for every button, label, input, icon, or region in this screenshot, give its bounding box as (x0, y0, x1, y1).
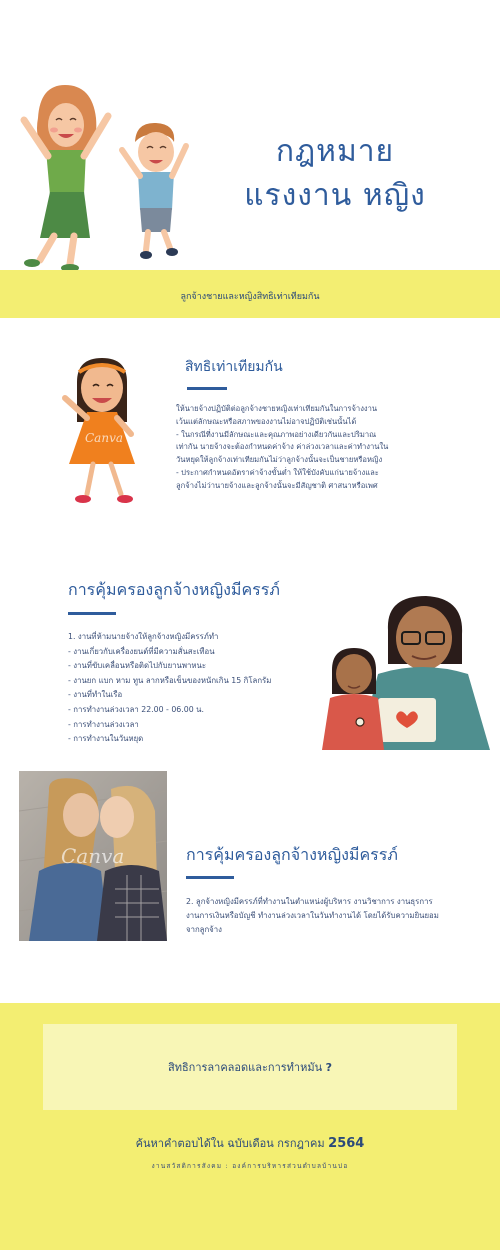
list-item: - การทำงานล่วงเวลา (68, 719, 139, 729)
mother-daughter-illustration (318, 590, 496, 752)
footer-question-mark: ? (325, 1061, 332, 1074)
footer-source-text: ค้นหาคำตอบได้ใน ฉบับเดือน กรกฎาคม (135, 1137, 325, 1150)
list-item: - การทำงานล่วงเวลา 22.00 - 06.00 น. (68, 704, 204, 714)
footer-question (43, 1058, 457, 1076)
footer-credit: งานสวัสดิการสังคม : องค์การบริหารส่วนตำบลบ้านบ่อ (151, 1162, 349, 1170)
footer-source (0, 1134, 500, 1152)
section3-divider (186, 876, 234, 879)
section2-heading: การคุ้มครองลูกจ้างหญิงมีครรภ์ (68, 580, 280, 599)
footer-question-text: สิทธิการลาคลอดและการทำหมัน (167, 1061, 323, 1074)
section1-divider (187, 387, 227, 390)
women-embrace-photo (19, 771, 167, 941)
footer-source-year: 2564 (328, 1136, 365, 1151)
title-line-1: กฎหมาย (275, 134, 395, 169)
section2-list (68, 630, 318, 747)
section2-divider (68, 612, 116, 615)
list-item: - งานเกี่ยวกับเครื่องยนต์ที่มีความสั่นสะเทือน (68, 646, 215, 656)
title-line-2: แรงงาน หญิง (244, 178, 426, 213)
image-watermark: Canva (85, 431, 123, 445)
image-watermark: Canva (61, 844, 125, 868)
list-item: - งานที่ขับเคลื่อนหรือติดไปกับยานพาหนะ (68, 661, 207, 671)
subtitle-band-text: ลูกจ้างชายและหญิงสิทธิเท่าเทียมกัน (180, 292, 320, 302)
section1-body: ให้นายจ้างปฏิบัติต่อลูกจ้างชายหญิงเท่าเทียมกันในการจ้างงาน เว้นแต่ลักษณะหรือสภาพของงานไม่อาจปฏิบัติเช่นนั้นได้ - ในกรณีที่งานมีลักษณะและคุณภาพอย่างเดียวกันและปริมาณ เท่ากัน นายจ้างจะต้องกำหนดค่าจ้าง ค่าล่วงเวลาและค่าทำงานใน วันหยุดให้ลูกจ้างเท่าเทียมกันไม่ว่าลูกจ้างนั้นจะเป็นชายหรือหญิง - ประกาศกำหนดอัตราค่าจ้างขั้นต่ำ ให้ใช้บังคับแก่นายจ้างและ ลูกจ้างไม่ว่านายจ้างและลูกจ้างนั้นจะมีสัญชาติ ศาสนาหรือเพศ (176, 404, 389, 490)
section3-body: 2. ลูกจ้างหญิงมีครรภ์ที่ทำงานในตำแหน่งผู้บริหาร งานวิชาการ งานธุรการ งานการเงินหรือบัญชี ทำงานล่วงเวลาในวันทำงานได้ โดยได้รับความยินยอมจากลูกจ้าง (186, 897, 439, 935)
list-item: - งานที่ทำในเรือ (68, 690, 123, 700)
list-item: - การทำงานในวันหยุด (68, 734, 144, 744)
section1-heading: สิทธิเท่าเทียมกัน (185, 359, 283, 375)
hero-illustration-woman-boy (10, 80, 200, 275)
list-item: - งานยก แบก หาม ทูน ลากหรือเข็นของหนักเกิน 15 กิโลกรัม (68, 675, 272, 685)
list-item: 1. งานที่ห้ามนายจ้างให้ลูกจ้างหญิงมีครรภ์ทำ (68, 632, 219, 641)
section3-heading: การคุ้มครองลูกจ้างหญิงมีครรภ์ (186, 845, 398, 864)
page-title (205, 130, 465, 218)
girl-illustration (55, 352, 150, 507)
